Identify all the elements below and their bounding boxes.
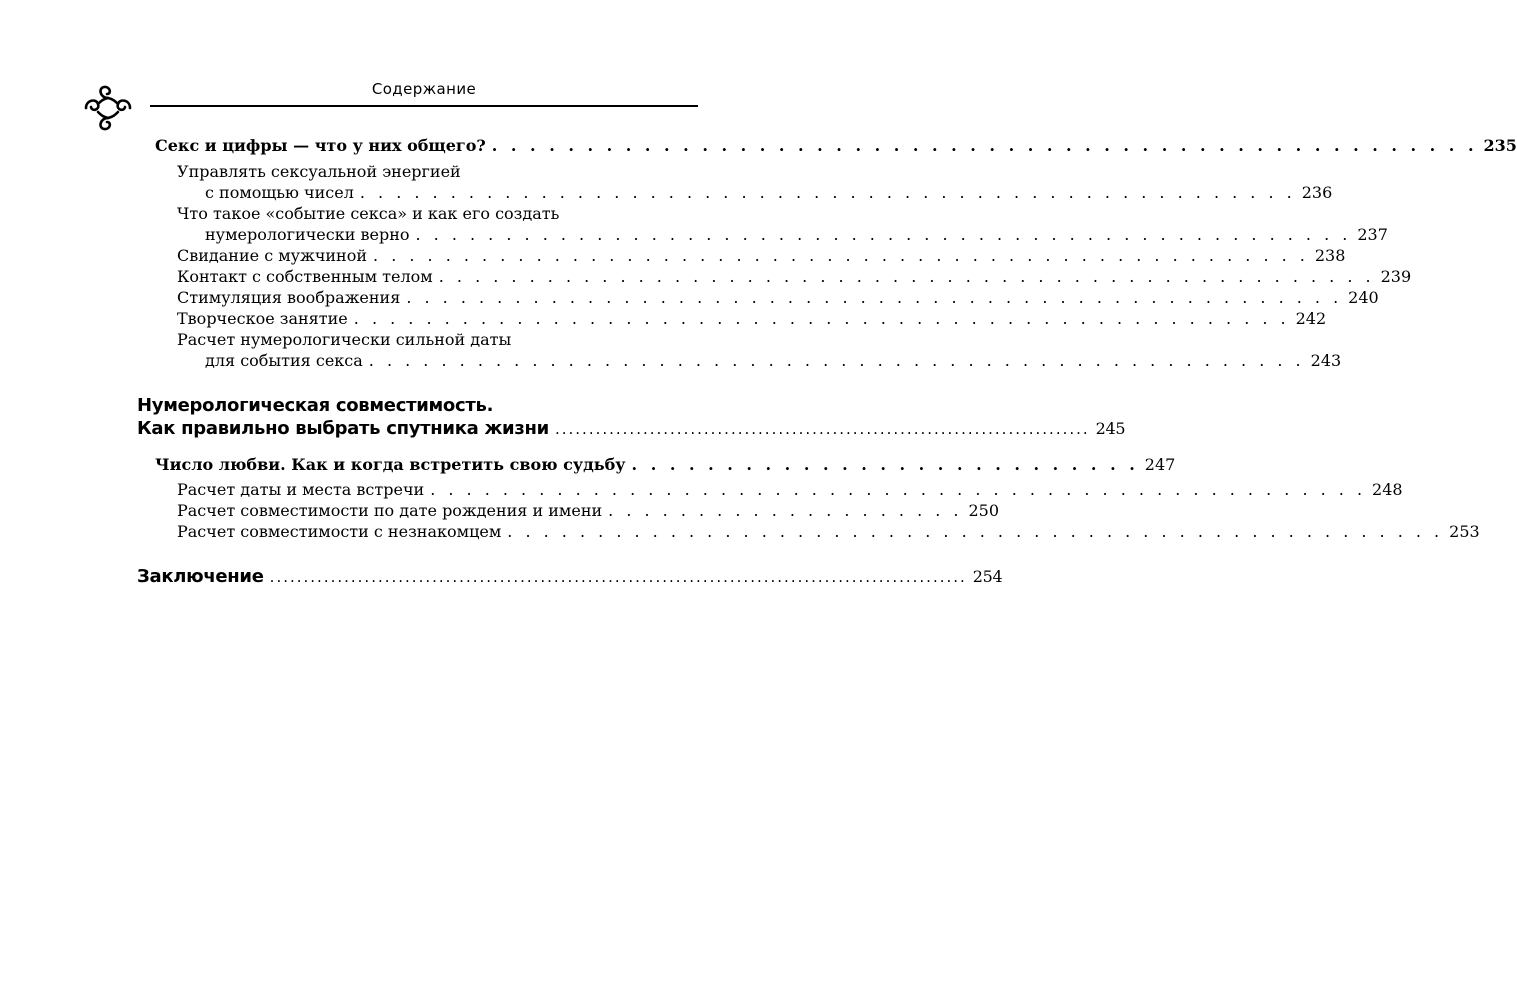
header-rule: [150, 105, 698, 107]
dot-leader: .......................................................................................................: [269, 568, 967, 586]
toc-entry-page: 248: [1372, 480, 1403, 499]
dot-leader: . . . . . . . . . . . . . . . . . . . . . . . . . . . . . . . . . . . . . . . . . . . . . . . . . . . .: [415, 225, 1352, 244]
toc-entry-page: 239: [1380, 267, 1412, 286]
toc-entry-page: 254: [972, 567, 1003, 586]
toc-entry-title: для события секса: [205, 351, 363, 370]
toc-entry-page: 247: [1144, 455, 1176, 474]
dot-leader: . . . . . . . . . . . . . . . . . . . . . . . . . . . . . . . . . . . . . . . . . . . . . . . . . . . .: [406, 288, 1343, 307]
toc-entry-section2[interactable]: [155, 455, 1176, 474]
toc-entry-title: Как правильно выбрать спутника жизни: [137, 418, 549, 439]
toc-entry-title: с помощью чисел: [205, 183, 354, 202]
dot-leader: . . . . . . . . . . . . . . . . . . . . . . . . . . . . . . . . . . . . . . . . . . . . . . . . . . . .: [368, 351, 1305, 370]
toc-entry-title: Расчет совместимости с незнакомцем: [177, 522, 502, 541]
toc-entry-item[interactable]: [177, 267, 1412, 286]
toc-entry-item[interactable]: [177, 288, 1379, 307]
toc-entry-item[interactable]: [205, 225, 1388, 244]
dot-leader: . . . . . . . . . . . . . . . . . . . . . . . . . . . . . . . . . . . . . . . . . . . . . . . . . . . .: [438, 267, 1375, 286]
running-head: Содержание: [371, 80, 477, 98]
toc-entry-item[interactable]: [205, 351, 1342, 370]
toc-entry-page: 242: [1295, 309, 1327, 328]
dot-leader: ...............................................................................: [554, 420, 1090, 438]
toc-entry-line[interactable]: Управлять сексуальной энергией: [177, 162, 461, 181]
toc-entry-title: Секс и цифры — что у них общего?: [155, 136, 486, 155]
toc-entry-title: нумерологически верно: [205, 225, 410, 244]
toc-entry-page: 238: [1314, 246, 1346, 265]
dot-leader: . . . . . . . . . . . . . . . . . . . . . . . . . . . . . . . . . . . . . . . . . . . . . . . . . . . .: [359, 183, 1296, 202]
toc-entry-page: 240: [1348, 288, 1379, 307]
toc-entry-item[interactable]: [177, 501, 1000, 520]
toc-entry-item[interactable]: [177, 309, 1327, 328]
dot-leader: . . . . . . . . . . . . . . . . . . . .: [608, 501, 963, 520]
dot-leader: . . . . . . . . . . . . . . . . . . . . . . . . . . . . . . . . . . . . . . . . . . . . . . . . . . . .: [353, 309, 1290, 328]
spiral-ornament-icon: [80, 84, 136, 132]
toc-entry-title: Контакт с собственным телом: [177, 267, 433, 286]
dot-leader: . . . . . . . . . . . . . . . . . . . . . . . . . . . . . . . . . . . . . . . . . . . . . . . . . . . .: [491, 136, 1478, 155]
toc-entry-title: Творческое занятие: [177, 309, 348, 328]
toc-entry-section1[interactable]: [155, 136, 1517, 155]
toc-entry-page: 243: [1310, 351, 1342, 370]
toc-entry-title: Стимуляция воображения: [177, 288, 401, 307]
toc-entry-item[interactable]: [177, 246, 1346, 265]
toc-entry-title: Расчет совместимости по дате рождения и имени: [177, 501, 603, 520]
toc-entry-page: 245: [1095, 419, 1126, 438]
toc-entry-page: 237: [1357, 225, 1388, 244]
toc-entry-page: 235: [1483, 136, 1517, 155]
toc-entry-conclusion[interactable]: [137, 566, 1003, 587]
page-header: [0, 0, 800, 140]
dot-leader: . . . . . . . . . . . . . . . . . . . . . . . . . . . . . . . . . . . . . . . . . . . . . . . . . . . .: [507, 522, 1444, 541]
dot-leader: . . . . . . . . . . . . . . . . . . . . . . . . . . .: [631, 455, 1139, 474]
toc-entry-title: Свидание с мужчиной: [177, 246, 368, 265]
toc-chapter-line[interactable]: Нумерологическая совместимость.: [137, 395, 494, 416]
toc-entry-title: Заключение: [137, 566, 264, 587]
dot-leader: . . . . . . . . . . . . . . . . . . . . . . . . . . . . . . . . . . . . . . . . . . . . . . . . . . . .: [373, 246, 1309, 265]
toc-entry-item[interactable]: [177, 480, 1403, 499]
toc-entry-line[interactable]: Что такое «событие секса» и как его создать: [177, 204, 560, 223]
toc-entry-item[interactable]: [205, 183, 1333, 202]
toc-entry-item[interactable]: [177, 522, 1480, 541]
toc-entry-chapter2[interactable]: [137, 418, 1126, 439]
toc-entry-page: 236: [1301, 183, 1333, 202]
toc-entry-page: 253: [1449, 522, 1480, 541]
toc-entry-title: Расчет даты и места встречи: [177, 480, 425, 499]
toc-entry-title: Число любви. Как и когда встретить свою судьбу: [155, 455, 626, 474]
dot-leader: . . . . . . . . . . . . . . . . . . . . . . . . . . . . . . . . . . . . . . . . . . . . . . . . . . . .: [430, 480, 1367, 499]
toc-entry-line[interactable]: Расчет нумерологически сильной даты: [177, 330, 512, 349]
toc-entry-page: 250: [968, 501, 1000, 520]
